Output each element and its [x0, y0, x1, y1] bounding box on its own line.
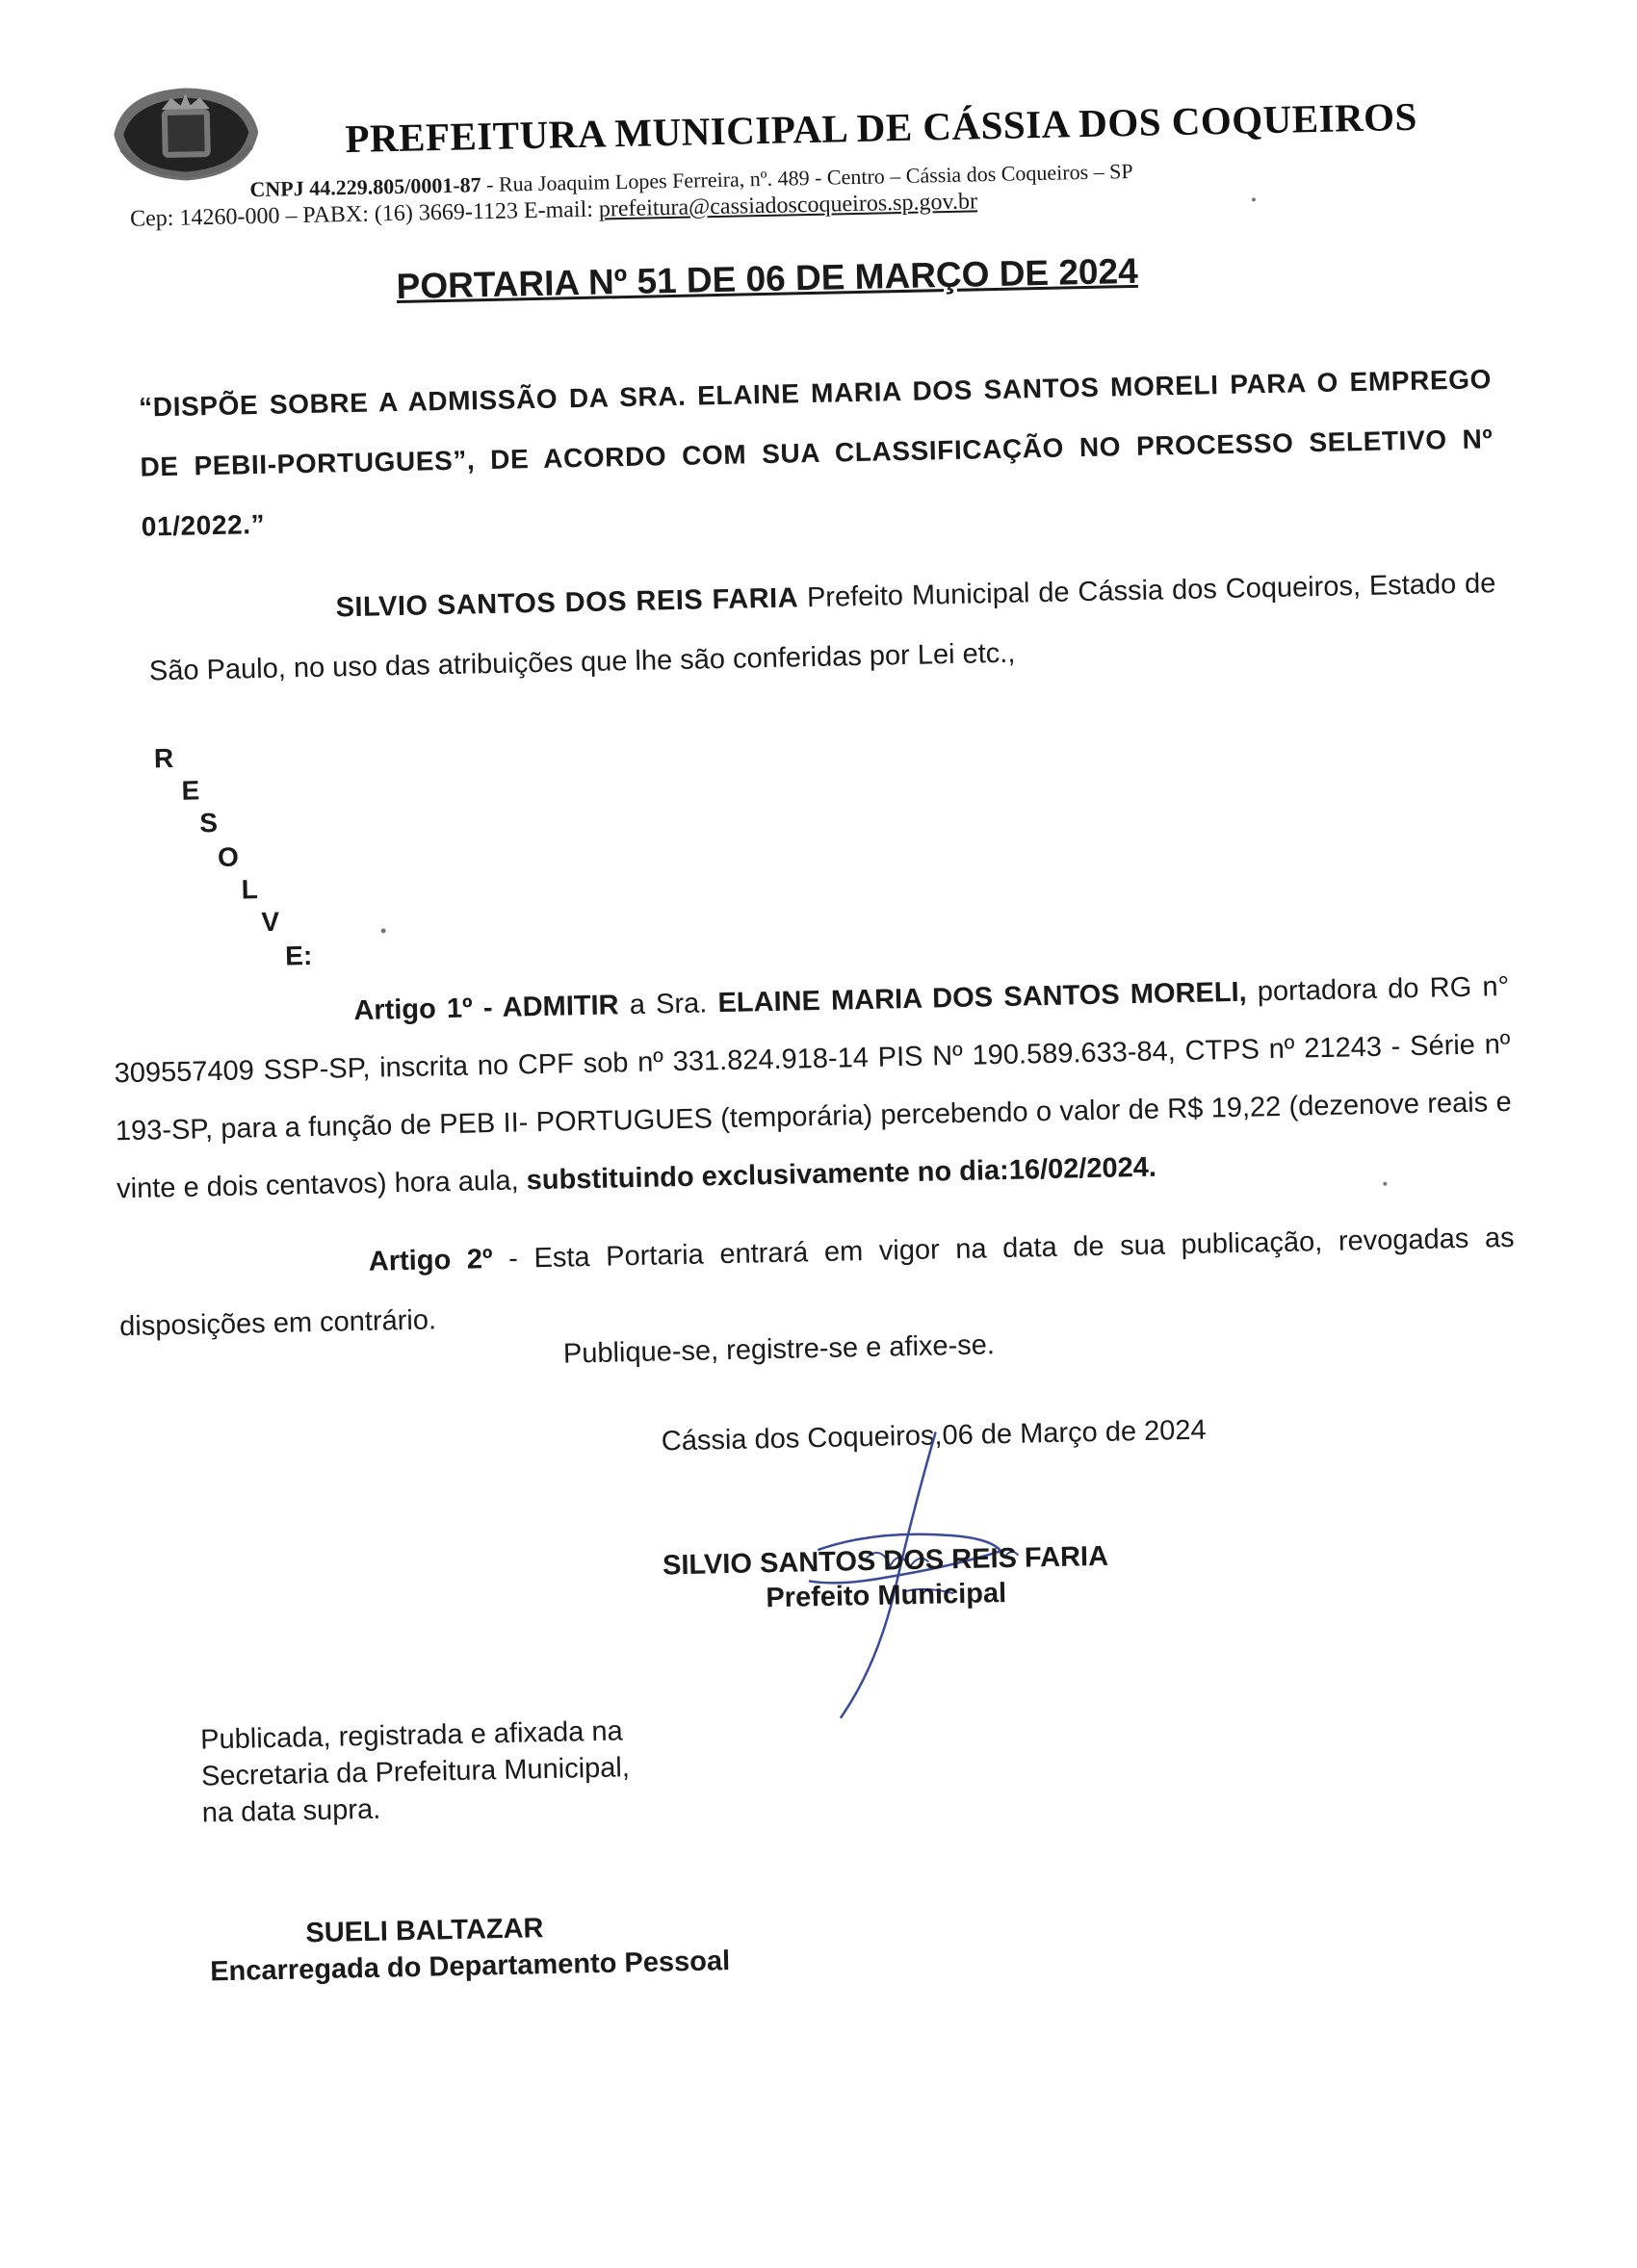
- preamble-paragraph: [147, 554, 1497, 701]
- address-text: - Rua Joaquim Lopes Ferreira, nº. 489 - Centro – Cássia dos Coqueiros – SP: [481, 158, 1133, 197]
- resolve-letter: R: [153, 742, 174, 774]
- ementa-text: “DISPÕE SOBRE A ADMISSÃO DA SRA. ELAINE MARIA DOS SANTOS MORELI PARA O EMPREGO DE PEBII-PORTUGUES”, DE ACORDO COM SUA CLASSIFICAÇÃO NO PROCESSO SELETIVO Nº 01/2022.”: [138, 364, 1494, 542]
- preamble-text: Prefeito Municipal de Cássia dos Coqueiros, Estado de São Paulo, no uso das atribuições que lhe são conferidas por Lei etc.,: [148, 568, 1496, 687]
- artigo-1-name: ELAINE MARIA DOS SANTOS MORELI,: [717, 976, 1247, 1019]
- artigo-2-text: - Esta Portaria entrará em vigor na data de sua publicação, revogadas as disposições em contrário.: [118, 1222, 1515, 1343]
- artigo-1-a-sra: a Sra.: [618, 988, 718, 1021]
- artigo-1-text: portadora do RG n° 309557409 SSP-SP, inscrita no CPF sob nº 331.824.918-14 PIS Nº 190.589.633-84, CTPS nº 21243 - Série nº 193-SP, para a função de PEB II- PORTUGUES (temporária) percebendo o valor de R$ 19,22 (dezenove reais e vinte e dois centavos) hora aula,: [114, 970, 1512, 1205]
- resolve-letter: V: [261, 906, 280, 938]
- resolve-letter: L: [241, 874, 259, 905]
- portaria-title: PORTARIA Nº 51 DE 06 DE MARÇO DE 2024: [396, 250, 1139, 306]
- artigo-1-highlight: substituindo exclusivamente no dia:16/02/2024.: [526, 1151, 1157, 1197]
- resolve-letter: E:: [284, 940, 313, 971]
- municipality-title: PREFEITURA MUNICIPAL DE CÁSSIA DOS COQUEIROS: [344, 93, 1418, 162]
- signatory-role: Prefeito Municipal: [766, 1578, 1007, 1614]
- artigo-1-paragraph: [113, 958, 1514, 1218]
- scan-speck: [1383, 1182, 1387, 1186]
- footer-signatory-block: [209, 1904, 807, 1990]
- artigo-1-label: Artigo 1º - ADMITIR: [353, 990, 619, 1027]
- publication-line: Publicada, registrada e afixada na: [199, 1715, 623, 1756]
- signatory-block: [625, 1538, 1146, 1618]
- publication-line: Secretaria da Prefeitura Municipal,: [200, 1752, 631, 1792]
- cnpj-text: CNPJ 44.229.805/0001-87: [249, 172, 481, 202]
- scan-speck: [381, 928, 386, 933]
- resolve-letter: O: [217, 841, 240, 873]
- cep-phone-text: Cep: 14260-000 – PABX: (16) 3669-1123 E-mail:: [129, 196, 600, 232]
- artigo-2-label: Artigo 2º: [368, 1244, 493, 1277]
- place-date: Cássia dos Coqueiros,06 de Março de 2024: [661, 1414, 1207, 1457]
- publication-note: [200, 1713, 631, 1831]
- publication-line: na data supra.: [201, 1793, 381, 1829]
- coat-of-arms-icon: [103, 79, 269, 189]
- preamble-name: SILVIO SANTOS DOS REIS FARIA: [335, 582, 799, 624]
- publique-text: Publique-se, registre-se e afixe-se.: [562, 1329, 996, 1370]
- resolve-letter: S: [198, 808, 219, 838]
- scan-speck: [1252, 197, 1256, 201]
- signatory-name: SILVIO SANTOS DOS REIS FARIA: [662, 1540, 1109, 1582]
- footer-signatory-name: SUELI BALTAZAR: [305, 1913, 544, 1949]
- resolve-letter: E: [181, 775, 200, 806]
- footer-signatory-role: Encarregada do Departamento Pessoal: [209, 1946, 731, 1988]
- email-link[interactable]: prefeitura@cassiadoscoqueiros.sp.gov.br: [598, 189, 978, 222]
